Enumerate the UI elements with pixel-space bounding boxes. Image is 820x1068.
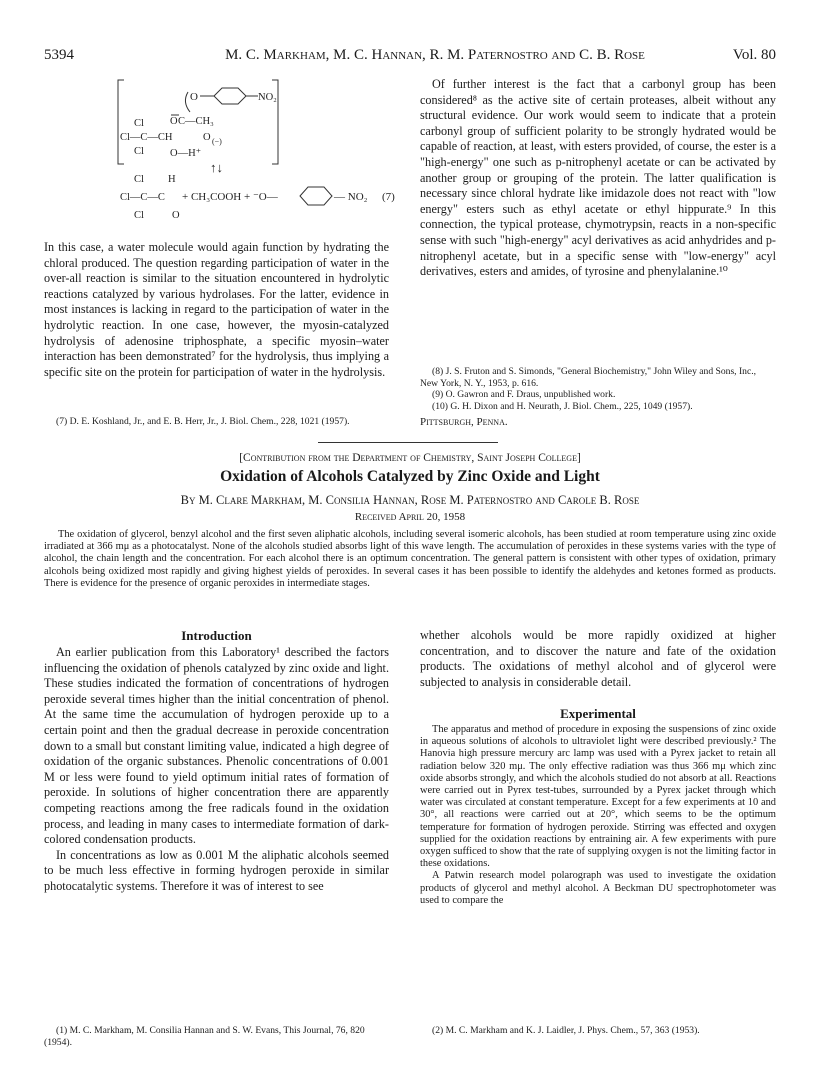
- section-heading-experimental: Experimental: [560, 706, 636, 721]
- paragraph: An earlier publication from this Laboratory¹ described the factors influencing the oxidation of phenols catalyzed by zinc oxide and light. These studies indicated the formation of concentrations of hydrogen peroxide several times higher than the initial concentration of phenol. At the same time the accumulation of hydrogen peroxide up to a certain point and then the gradual decrease in peroxide concentration down to a small but constant limiting value, indicated a high degree of oxidation of the organic substances. Phenolic concentrations of 0.001 M or less were found to yield optimum initial rates of formation of peroxide. In solutions of higher concentration there are apparently competing reactions among the free radicals found in the oxidation process, and leading in many cases to intermediate formation of dark-colored condensation products.: [44, 645, 389, 847]
- scheme-cl-3: Cl: [134, 174, 144, 185]
- article-title: Oxidation of Alcohols Catalyzed by Zinc Oxide and Light: [220, 468, 600, 485]
- experimental-body: [420, 724, 776, 907]
- scheme-cl-2: Cl: [134, 146, 144, 157]
- left-column-top: [44, 240, 389, 380]
- scheme-oh: O—H⁺: [170, 148, 202, 159]
- footnote-7: (7) D. E. Koshland, Jr., and E. B. Herr, Jr., J. Biol. Chem., 228, 1021 (1957).: [56, 416, 350, 427]
- scheme-no2: NO₂: [258, 92, 277, 103]
- scheme-cl-4: Cl: [134, 210, 144, 221]
- scheme-h: H: [168, 174, 176, 185]
- contribution-line: [Contribution from the Department of Chemistry, Saint Joseph College]: [239, 452, 581, 464]
- byline: By M. Clare Markham, M. Consilia Hannan, Rose M. Paternostro and Carole B. Rose: [180, 493, 640, 507]
- paragraph: In concentrations as low as 0.001 M the aliphatic alcohols seemed to be much less effective in forming hydrogen peroxide in similar photocatalytic systems. Therefore it was of interest to see: [44, 847, 389, 893]
- right-column-top: [420, 77, 776, 280]
- scheme-minus: (−): [212, 137, 222, 146]
- paragraph: The apparatus and method of procedure in exposing the suspensions of zinc oxide in aqueous solutions of alcohols to ultraviolet light were described previously.² The Hanovia high pressure mercury arc lamp was used with a Pyrex jacket to retain all radiation below 320 mμ. The only effective radiation was thus 366 mμ which zinc oxide absorbs strongly, and which the alcohols studied do not absorb at all. Reactions were carried out in Pyrex test-tubes, surrounded by a Pyrex jacket through which water was circulated at constant temperature. Except for a few experiments at 10 and 30°, all reactions were carried out at 20°, which seems to be the optimum temperature for formation of hydrogen peroxide. Stirring was effected and oxygen supplied for the oxidation reactions by entraining air. A few experiments with pure oxygen sufficed to show that the rate of supplying oxygen is not the limiting factor in these oxidations.: [420, 724, 776, 870]
- footnote-9: (9) O. Gawron and F. Draus, unpublished work.: [432, 389, 616, 401]
- scheme-clcc: Cl—C—C: [120, 192, 165, 203]
- scheme-c-ch3: C—CH₃: [178, 116, 214, 127]
- scheme-no2-b: — NO₂: [334, 191, 368, 203]
- footnote-1: (1) M. C. Markham, M. Consilia Hannan and S. W. Evans, This Journal, 76, 820 (1954).: [44, 1025, 365, 1048]
- benzene-ring-icon-2: [300, 187, 332, 205]
- running-authors: M. C. Markham, M. C. Hannan, R. M. Paternostro and C. B. Rose: [225, 47, 645, 63]
- paragraph: In this case, a water molecule would again function by hydrating the chloral produced. The question regarding participation of water in the over-all reaction is similar to the situation encountered in hydrolytic reactions catalyzed by various hydrolases. For the latter, evidence in most instances is lacking in regard to the participation of water in the hydrolytic reaction. In one case, however, the myosin-catalyzed hydrolysis of adenosine triphosphate, a specific myosin–water interaction has been demonstrated⁷ for the hydrolysis, thus implying a specific site on the protein for participation of water in the hydrolysis.: [44, 240, 389, 379]
- paragraph: whether alcohols would be more rapidly oxidized at higher concentration, and to discover the nature and fate of the oxidation products. The oxidations of methyl alcohol and of glycerol were subjected to analysis in considerable detail.: [420, 628, 776, 689]
- paragraph: Of further interest is the fact that a carbonyl group has been considered⁸ as the active site of certain proteases, albeit without any structural evidence. Our work would seem to indicate that a protein carbonyl group of sufficient polarity to be strongly hydrated would be capable of reaction, at least, with esters provided, of course, the ester is a "high-energy" one such as p-nitrophenyl acetate or can be activated by another group or grouping of the protein. The latter qualification is necessary since chloral hydrate like imidazole does not react with "low energy" esters such as ethyl acetate or ethyl hippurate.⁹ In this connection, the typical protease, chymotrypsin, reacts in a non-specific sense with such "high-energy" acyl derivatives as acid anhydrides and p-nitrophenyl acetate, but in a specific sense with "low-energy" acyl derivatives, esters and amides, of tyrosine and phenylalanine.¹⁰: [420, 77, 776, 279]
- article-separator: [318, 442, 498, 443]
- footnotes-8-10: [420, 366, 776, 412]
- location: Pittsburgh, Penna.: [420, 416, 508, 428]
- equilibrium-arrows-icon: ↑↓: [210, 160, 223, 175]
- scheme-reagents: + CH₃COOH + ⁻O—: [182, 191, 278, 203]
- volume-label: Vol. 80: [732, 47, 776, 63]
- reaction-scheme: [110, 78, 410, 236]
- footnote-10: (10) G. H. Dixon and H. Neurath, J. Biol. Chem., 225, 1049 (1957).: [432, 400, 693, 412]
- footnote-8: (8) J. S. Fruton and S. Simonds, "General Biochemistry," John Wiley and Sons, Inc., New York, N. Y., 1953, p. 616.: [420, 366, 757, 389]
- scheme-o-2: O: [170, 116, 178, 127]
- footnote-2: (2) M. C. Markham and K. J. Laidler, J. Phys. Chem., 57, 363 (1953).: [432, 1025, 700, 1036]
- scheme-o-left: O: [190, 91, 198, 103]
- scheme-o-3: O: [172, 210, 180, 221]
- equation-number: (7): [382, 191, 395, 203]
- section-heading-introduction: Introduction: [181, 628, 252, 643]
- scheme-clc: Cl—C—CH: [120, 132, 173, 143]
- benzene-ring-icon: [214, 88, 246, 104]
- right-column-continuation: [420, 628, 776, 690]
- page-number: 5394: [44, 47, 74, 63]
- received-date: Received April 20, 1958: [354, 511, 466, 523]
- abstract: The oxidation of glycerol, benzyl alcohol and the first seven aliphatic alcohols, including several isomeric alcohols, has been studied at room temperature using zinc oxide irradiated at 366 mμ as a photocatalyst. None of the alcohols studied absorbs light of this wave length. The accumulation of peroxides in these systems varies with the type of alcohol, the chain length and the concentration. For each alcohol there is an optimum concentration. The general pattern is consistent with other types of oxidation, primary alcohols being oxidized most rapidly and giving highest yields of peroxides. In several cases it has been possible to identify the aldehydes and ketones formed as products. There is evidence for the presence of organic peroxides in intermediate stages.: [44, 529, 776, 589]
- scheme-o-minus: O: [203, 132, 211, 143]
- introduction-body: [44, 645, 389, 895]
- scheme-cl-1: Cl: [134, 118, 144, 129]
- paragraph: A Patwin research model polarograph was used to investigate the oxidation products of glycerol and methyl alcohol. A Beckman DU spectrophotometer was used to compare the: [420, 870, 776, 906]
